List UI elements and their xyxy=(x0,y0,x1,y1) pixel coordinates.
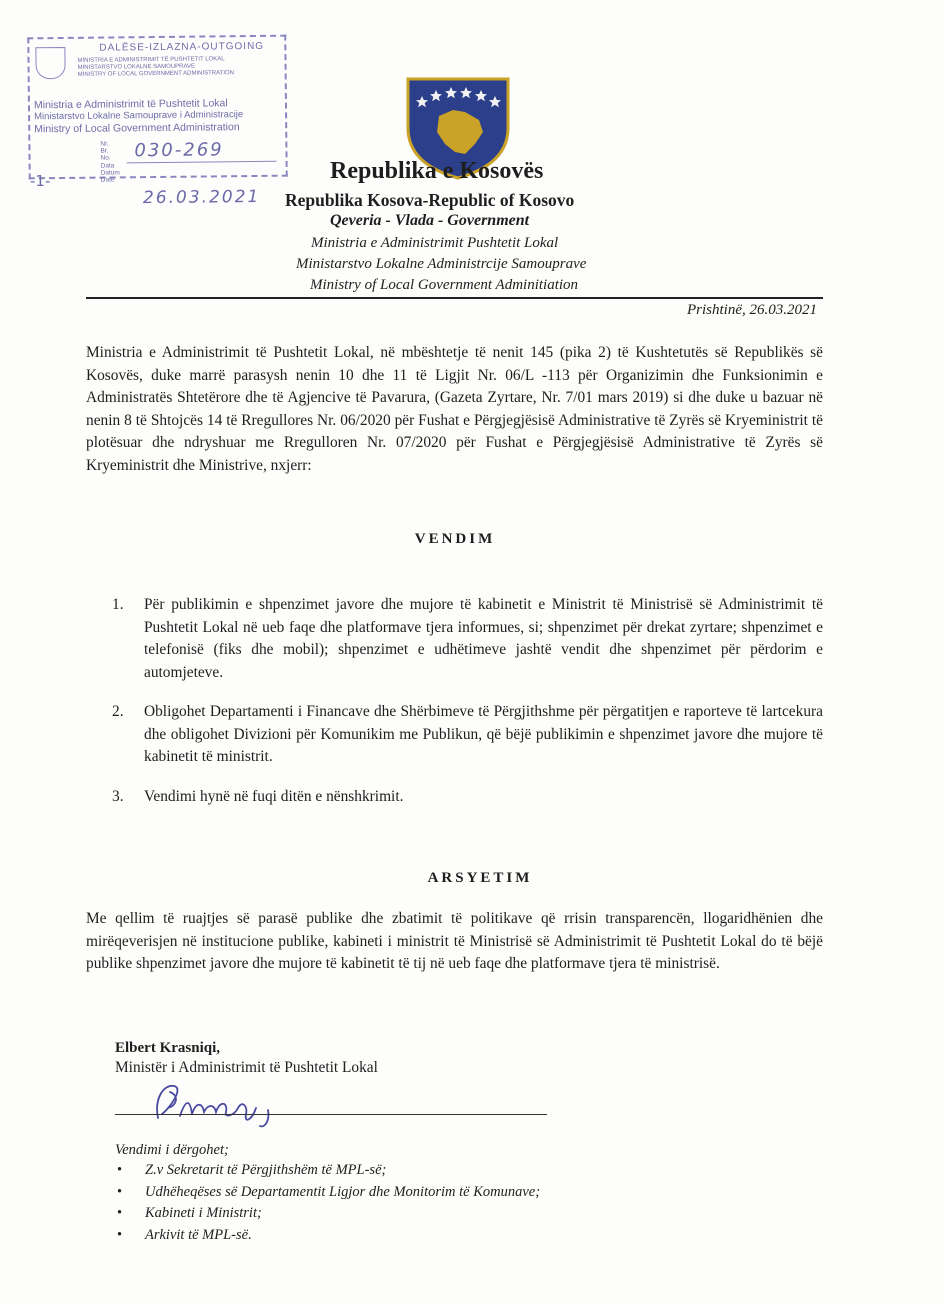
signer-name: Elbert Krasniqi, xyxy=(115,1040,221,1056)
decision-items xyxy=(86,594,823,825)
header-title: Republika e Kosovës xyxy=(330,158,544,184)
decision-item-text: Për publikimin e shpenzimet javore dhe mujore të kabinetit e Ministrit të Ministrisë së Administrimit të Pushtetit Lokal në ueb faqe dhe platformave tjera informues, si; shpenzimet për drekat zyrtare; shpenzimet e telefonisë (fiks dhe mobil); shpenzimet e udhëtimeve jashtë vendit dhe shpenzimet për përdorim e automjeteve. xyxy=(144,596,823,681)
signer-title: Ministër i Administrimit të Pushtetit Lokal xyxy=(115,1059,378,1076)
decision-item-number: 2. xyxy=(112,703,124,720)
header-ministry-sr: Ministarstvo Lokalne Administrcije Samouprave xyxy=(296,256,587,272)
stamp-number-label: Nr. Br. No. xyxy=(100,140,111,162)
decision-item-number: 3. xyxy=(112,787,124,805)
stamp-title: DALËSE-IZLAZNA-OUTGOING xyxy=(99,40,265,54)
reasoning-paragraph: Me qellim të ruajtjes së parasë publike dhe zbatimit të politikave që rrisin transparencën, llogaridhënien dhe mirëqeverisjen në institucione publike, kabineti i ministrit të Ministrisë së Administrimit të Pushtetit Lokal do të bëjë publike shpenzimet javore dhe mujore të kabinetit të tij në ueb faqe dhe platformave tjera të ministrisë. xyxy=(86,910,823,972)
copy-mark: -1- xyxy=(30,172,51,190)
decision-item xyxy=(86,786,823,809)
header-government: Qeveria - Vlada - Government xyxy=(330,212,530,229)
recipient-item: • Arkivit të MPL-së. xyxy=(115,1225,540,1247)
recipient-item: • Z.v Sekretarit të Përgjithshëm të MPL-së; xyxy=(115,1160,540,1182)
decision-title: VENDIM xyxy=(414,531,496,547)
stamp-number-line xyxy=(127,161,277,164)
intro-paragraph: Ministria e Administrimit të Pushtetit Lokal, në mbështetje të nenit 145 (pika 2) të Kushtetutës së Republikës së Kosovës, duke marrë parasysh nenin 10 dhe 11 të Ligjit Nr. 06/L -113 për Organizimin dhe Funksionimin e Administratës Shtetërore dhe të Agjencive të Pavarura, (Gazeta Zyrtare, Nr. 7/01 mars 2019) si dhe duke u bazuar në nenin 8 të Shtojcës 14 të Rregullores Nr. 06/2020 për Fushat e Përgjegjësisë Administrative të Zyrës së Kryeministrit të plotësuar dhe ndryshuar me Rregulloren Nr. 07/2020 për Fushat e Përgjegjësisë Administrative të Zyrës së Kryeministrit dhe Ministrive, nxjerr: xyxy=(86,344,823,474)
header-subtitle: Republika Kosova-Republic of Kosovo xyxy=(285,190,575,210)
stamp-date-value: 26.03.2021 xyxy=(142,186,261,209)
decision-item xyxy=(86,701,823,769)
handwritten-signature-icon xyxy=(150,1078,350,1130)
stamp-tiny-line: MINISTRIA E ADMINISTRIMIT TË PUSHTETIT LOKAL xyxy=(77,56,225,64)
stamp-number-value: 030-269 xyxy=(134,139,224,162)
stamp-org-line: Ministry of Local Government Administration xyxy=(34,121,240,136)
header-ministry-en: Ministry of Local Government Adminitiation xyxy=(310,277,579,293)
recipients-list xyxy=(115,1160,540,1246)
stamp-tiny-line: MINISTARSTVO LOKALNE SAMOUPRAVE xyxy=(77,63,196,71)
header-divider xyxy=(86,297,823,299)
stamp-org-line: Ministarstvo Lokalne Samouprave i Administracije xyxy=(34,109,244,123)
reasoning-title: ARSYETIM xyxy=(427,870,533,886)
stamp-org-line: Ministria e Administrimit të Pushtetit Lokal xyxy=(33,97,228,112)
sent-to-label: Vendimi i dërgohet; xyxy=(115,1142,229,1158)
stamp-tiny-line: MINISTRY OF LOCAL GOVERNMENT ADMINISTRATION xyxy=(77,70,235,78)
decision-item-number: 1. xyxy=(112,596,124,613)
stamp-date-label: Data Datum Date xyxy=(100,162,120,184)
header-ministry-sq: Ministria e Administrimit Pushtetit Lokal xyxy=(311,235,559,251)
decision-item-text: Obligohet Departamenti i Financave dhe Shërbimeve të Përgjithshme për përgatitjen e raporteve të lartcekura dhe obligohet Divizioni për Komunikim me Publikun, që bëjë publikimin e shpenzimet javore dhe mujore të kabinetit të ministrit. xyxy=(144,703,823,765)
recipient-item: • Udhëheqëses së Departamentit Ligjor dhe Monitorim të Komunave; xyxy=(115,1182,540,1204)
decision-item-text: Vendimi hynë në fuqi ditën e nënshkrimit. xyxy=(144,787,404,805)
signature-line xyxy=(115,1114,547,1115)
registry-stamp xyxy=(27,35,287,209)
document-date: Prishtinë, 26.03.2021 xyxy=(687,302,817,318)
decision-item xyxy=(86,594,823,684)
recipient-item: • Kabineti i Ministrit; xyxy=(115,1203,540,1225)
stamp-emblem-icon xyxy=(35,47,65,79)
